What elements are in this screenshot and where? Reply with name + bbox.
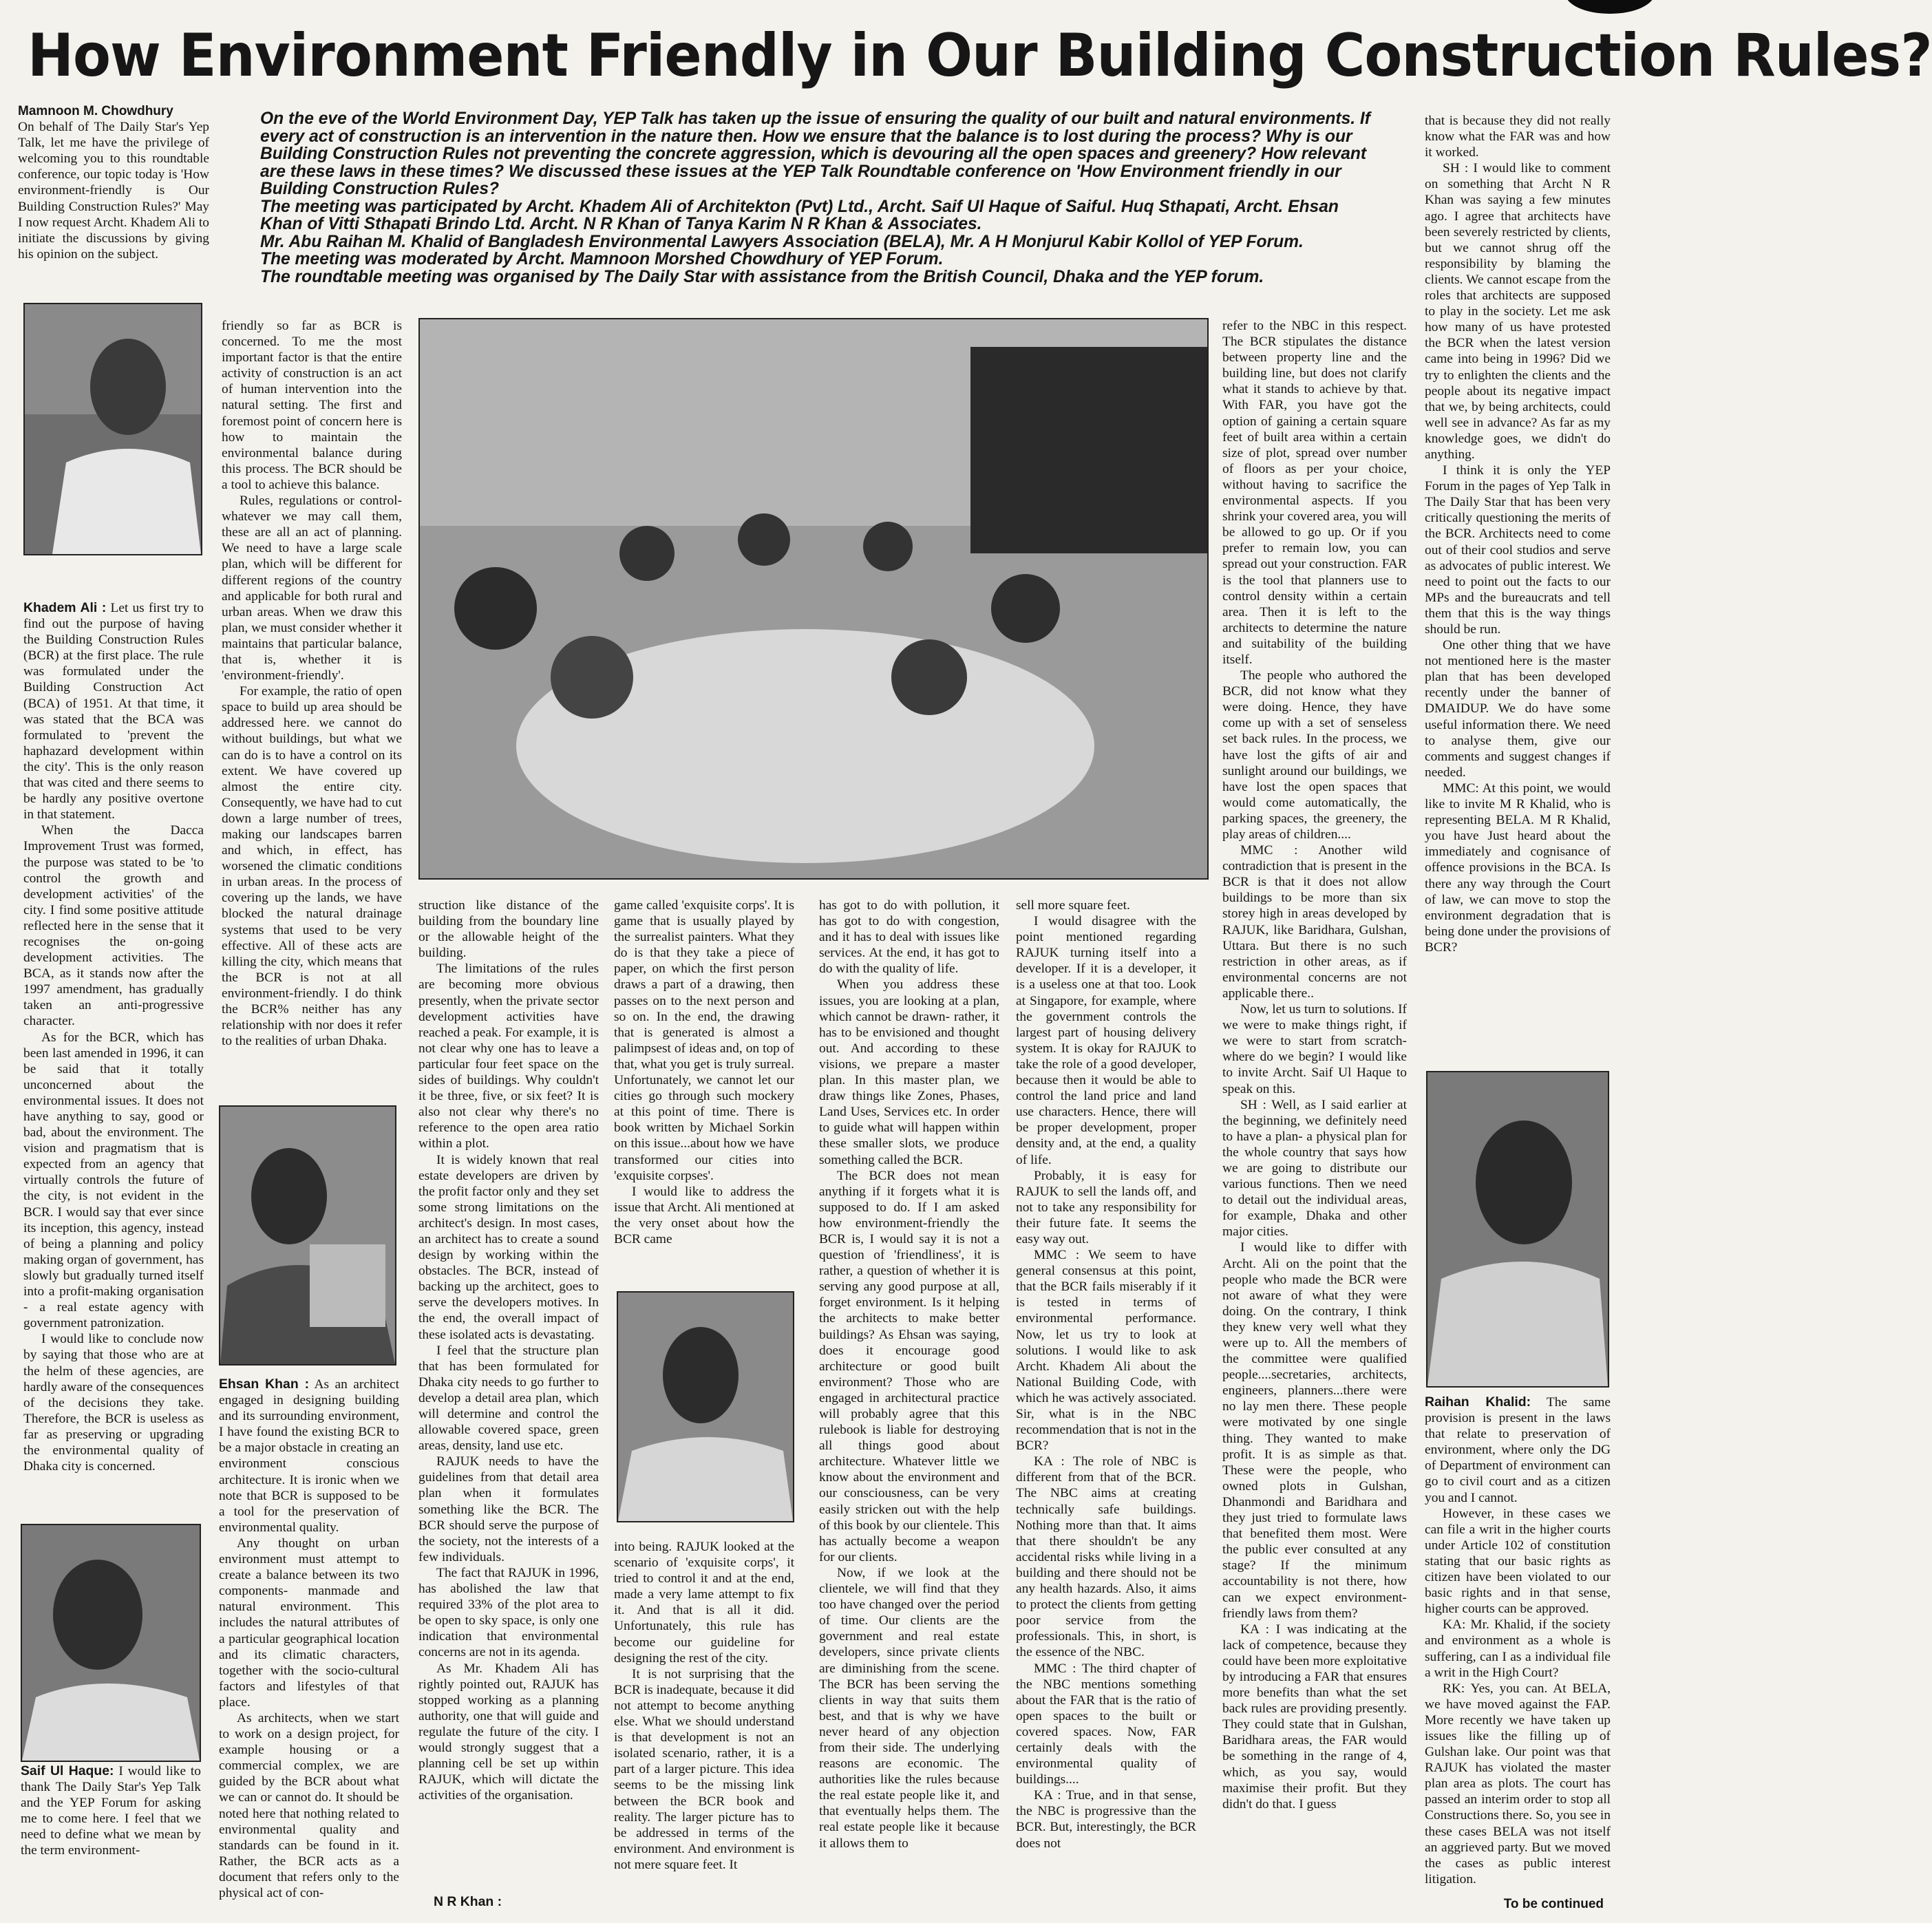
intro-text: On behalf of The Daily Star's Yep Talk, let me have the privilege of welcoming you to this roundtable conference, our topic today is 'How environment-friendly is Our Building Construction Rules?' May I now request Archt. Khadem Ali to initiate the discussions by giving his opinion on the subject.: [18, 120, 209, 262]
paragraph: game called 'exquisite corps'. It is game that is usually played by the surrealist painters. What they do is that they take a piece of paper, on which the first person draws a part of a drawing, then passes on to the next person and so on. In the end, the drawing that is generated is almost a palimpsest of ideas and, on top of that, what you get is truly surreal. Unfortunately, we cannot let our cities go through such mockery at this point of time. There is book written by Michael Sorkin on this issue...about how we have transformed our cities into 'exquisite corpses'.: [614, 898, 794, 1183]
paragraph: For example, the ratio of open space to build up area should be addressed here. we cannot do without buildings, but what we can do is to have a control on its extent. We have covered up almost the entire city. Consequently, we have had to cut down a large number of trees, making our landscapes barren and which, in effect, has worsened the climatic conditions in urban areas. In the process of covering up the lands, we have blocked the natural drainage systems that used to be very effective. All of these acts are killing the city, which means that the BCR is not at all environment-friendly. I do think the BCR% neither has any relationship with nor does it refer to the realities of urban Dhaka.: [222, 684, 402, 1049]
paragraph: When the Dacca Improvement Trust was formed, the purpose was stated to be 'to control the growth and development activities' of the city. I find some positive attitude reflected here in the sense that it recognises the on-going development activities. The BCA, as it stands now after the 1997 amendment, has gradually taken an anti-progressive character.: [23, 823, 204, 1029]
paragraph: MMC : We seem to have general consensus at this point, that the BCR fails miserably if it is tested in terms of environmental performance. Now, let us try to look at solutions. I would like to ask Archt. Khadem Ali about the National Building Code, with which he was actively associated. Sir, what is in the NBC recommendation that is not in the BCR?: [1016, 1248, 1196, 1454]
paragraph: The same provision is present in the laws that relate to preservation of environment, where only the DG of Department of environment can go to civil court and as a citizen you and I cannot.: [1425, 1395, 1611, 1505]
roundtable-photo: [418, 318, 1209, 880]
column-7: [1222, 318, 1407, 1915]
column-4b: [614, 1539, 794, 1916]
paragraph: MMC : Another wild contradiction that is present in the BCR is that it does not allow buildings to be more than six storey high in areas developed by RAJUK, like Baridhara, Gulshan, Uttara. But there is no such restriction in other areas, as if environmental concerns are not applicable there..: [1222, 843, 1407, 1001]
paragraph: sell more square feet.: [1016, 898, 1130, 913]
paragraph: I would like to address the issue that Archt. Ali mentioned at the very onset about how the BCR came: [614, 1184, 794, 1246]
paragraph: SH : I would like to comment on something that Archt N R Khan was saying a few minutes ago. I agree that architects have been severely restricted by clients, but we cannot shrug off the responsibility by blaming the clients. We cannot escape from the roles that architects are supposed to play in the society. Let me ask how many of us have protested the BCR when the latest version came into being in 1996? Did we try to enlighten the clients and the people about its negative impact that we, by being architects, could well see in advance? As far as my knowledge goes, we didn't do anything.: [1425, 161, 1611, 462]
column-8: [1425, 113, 1611, 1063]
paragraph: KA : The role of NBC is different from that of the BCR. The NBC aims at creating technically safe buildings. Nothing more than that. It aims that there shouldn't be any accidental risks while living in a building and there should not be any health hazards. Also, it aims to protect the clients from getting poor service from the professionals. This, in short, is the essence of the NBC.: [1016, 1454, 1196, 1660]
paragraph: As architects, when we start to work on a design project, for example housing or a commercial complex, we are guided by the BCR about what we can or cannot do. It should be noted here that nothing related to environmental quality and standards can be found in it. Rather, the BCR acts as a document that refers only to the physical act of con-: [219, 1710, 399, 1900]
paragraph: Rules, regulations or control- whatever we may call them, these are all an act of planning. We need to have a large scale plan, which will be different for different regions of the country and applicable for both rural and urban areas. When we draw this plan, we must consider whether it maintains that particular balance, that is, whether it is 'environment-friendly'.: [222, 493, 402, 683]
paragraph: I would disagree with the point mentioned regarding RAJUK turning itself into a developer. If it is a developer, it is a useless one at that too. Look at Singapore, for example, where the government controls the largest part of housing delivery system. It is okay for RAJUK to take the role of a good developer, because then it would be able to control the land price and land use characters. Hence, there will be proper development, proper density and, at the end, a quality of life.: [1016, 914, 1196, 1167]
headline: How Environment Friendly in Our Building Construction Rules?: [28, 21, 1932, 90]
paragraph: struction like distance of the building from the boundary line or the allowable height of the building.: [418, 898, 599, 961]
paragraph: As an architect engaged in designing building and its surrounding environment, I have found the existing BCR to be a major obstacle in creating an environment conscious architecture. It is ironic when we note that BCR is supposed to be a tool for the preservation of environmental quality.: [219, 1377, 399, 1535]
paragraph: MMC : The third chapter of the NBC mentions something about the FAR that is the ratio of open spaces to the built or covered spaces. Now, FAR certainly deals with the environmental quality of buildings....: [1016, 1661, 1196, 1787]
paragraph: As Mr. Khadem Ali has rightly pointed out, RAJUK has stopped working as a planning authority, one that will guide and regulate the future of the city. I would strongly suggest that a planning cell be set up within RAJUK, which will dictate the activities of the organisation.: [418, 1661, 599, 1803]
paragraph: friendly so far as BCR is concerned. To me the most important factor is that the entire activity of construction is an act of human intervention into the natural setting. The first and foremost point of concern here is how to maintain the environmental balance during this process. The BCR should be a tool to achieve this balance.: [222, 319, 402, 492]
speaker-label: Ehsan Khan :: [219, 1377, 310, 1392]
paragraph: One other thing that we have not mentioned here is the master plan that has been developed recently under the banner of DMAIDUP. We do have some useful information there. We need to analyse them, give our comments and suggest changes if needed.: [1425, 638, 1611, 780]
intro-column: [18, 103, 209, 297]
paragraph: I would like to thank The Daily Star's Yep Talk and the YEP Forum for asking me to come here. I feel that we need to define what we mean by the term environment-: [21, 1764, 201, 1858]
corner-blot: [1565, 0, 1655, 14]
column-1b: [21, 1763, 201, 1915]
paragraph: refer to the NBC in this respect. The BCR stipulates the distance between property line and the building line, but does not clarify what it stands to achieve by that. With FAR, you have got the option of gaining a certain square feet of built area within a certain size of plot, spread over number of floors as per your choice, without having to sacrifice the environmental aspects. If you shrink your covered area, you will be allowed to go up. Or if you prefer to remain low, you can spread out your construction. FAR is the tool that planners use to control density within a certain area. Then it is left to the architects to determine the nature and suitability of the building itself.: [1222, 319, 1407, 667]
speaker-label: N R Khan :: [434, 1894, 502, 1909]
lede-p5: The roundtable meeting was organised by The Daily Star with assistance from the British Council, Dhaka and the YEP forum.: [260, 267, 1264, 286]
paragraph: It is widely known that real estate developers are driven by the profit factor only and they set some strong limitations on the architect's design. In most cases, an architect has to create a sound design by working within the obstacles. The BCR, instead of backing up the architect, goes to serve the developers motives. In the end, the overall impact of these isolated acts is devastating.: [418, 1152, 599, 1342]
paragraph: The fact that RAJUK in 1996, has abolished the law that required 33% of the plot area to be open to sky space, is only one indication that environmental concerns are not in its agenda.: [418, 1565, 599, 1660]
paragraph: KA : I was indicating at the lack of competence, because they could have been more exploitative by introducing a FAR that ensures more benefits than what the set back rules are providing presently. They could state that in Gulshan, Baridhara areas, the FAR would be something in the range of 4, which, as you say, would maximise their profit. But they didn't do that. I guess: [1222, 1622, 1407, 1812]
portrait-nrkhan-photo: [617, 1291, 794, 1522]
lede-p4: The meeting was moderated by Archt. Mamnoon Morshed Chowdhury of YEP Forum.: [260, 250, 944, 268]
paragraph: It is not surprising that the BCR is inadequate, because it did not attempt to become anything else. What we should understand is that development is not an isolated scenario, rather, it is a part of a larger picture. This idea seems to be the missing link between the BCR book and reality. The larger picture has to be addressed in terms of the environment. And environment is not mere square feet. It: [614, 1666, 794, 1872]
paragraph: RAJUK needs to have the guidelines from that detail area plan when it formulates something like the BCR. The BCR should serve the purpose of the society, not the interests of a few individuals.: [418, 1454, 599, 1564]
portrait-raihan-photo: [1426, 1071, 1609, 1388]
column-4: [614, 897, 794, 1283]
paragraph: Now, if we look at the clientele, we will find that they too have changed over the period of time. Our clients are the government and real estate developers, since private clients are diminishing from the scene. The BCR has been serving the clients in way that suits them best, and that is why we have never heard of any objection from their side. The underlying reasons are economic. The authorities like the rules because the real estate people like it, and that eventually helps them. The real estate people like it because it allows them to: [819, 1565, 999, 1851]
portrait-ehsan-photo: [219, 1105, 396, 1366]
paragraph: Now, let us turn to solutions. If we were to make things right, if we were to start from scratch- where do we begin? I would like to invite Archt. Saif Ul Haque to speak on this.: [1222, 1002, 1407, 1096]
paragraph: Let us first try to find out the purpose of having the Building Construction Rules (BCR) at the first place. The rule was formulated under the Building Construction Act (BCA) of 1951. At that time, it was stated that the BCA was formulated to 'prevent the haphazard development within the city'. This is the only reason that was cited and there seems to be hardly any positive overtone in that statement.: [23, 601, 204, 822]
paragraph: into being. RAJUK looked at the scenario of 'exquisite corps', it tried to control it and at the end, made a very lame attempt to fix it. And that is all it did. Unfortunately, this rule has become our guideline for designing the rest of the city.: [614, 1540, 794, 1666]
byline: Mamnoon M. Chowdhury: [18, 104, 173, 118]
paragraph: When you address these issues, you are looking at a plan, which cannot be drawn- rather, it has to be envisioned and thought out. And according to these visions, we prepare a master plan. In this master plan, we draw things like Zones, Phases, Land Uses, Services etc. In order to guide what will happen within these smaller slots, we produce something called the BCR.: [819, 977, 999, 1167]
paragraph: RK: Yes, you can. At BELA, we have moved against the FAP. More recently we have taken up issues like the filling up of Gulshan lake. Our point was that RAJUK has violated the master plan area as plots. The court has passed an interim order to stop all Constructions there. So, you see in these cases BELA was not itself an aggrieved party. But we moved the cases as public interest litigation.: [1425, 1681, 1611, 1887]
speaker-label: Khadem Ali :: [23, 600, 107, 615]
paragraph: I would like to differ with Archt. Ali on the point that the people who made the BCR were not aware of what they were doing. On the contrary, I think they knew very well what they were up to. All the members of the committee were qualified people....secretaries, architects, engineers, planners...there were no lay men there. These people were motivated by one single thing. They wanted to make profit. It is as simple as that. These were the people, who owned plots in Gulshan, Dhanmondi and Baridhara and they just tried to formulate laws that benefited them most. Were the public ever consulted at any stage? If the minimum accountability is not there, how can we expect environment-friendly laws from them?: [1222, 1240, 1407, 1621]
column-2b: [219, 1377, 399, 1913]
to-be-continued: To be continued: [1503, 1897, 1604, 1911]
column-8b: [1425, 1394, 1611, 1890]
paragraph: The limitations of the rules are becoming more obvious presently, when the private sector development activities have reached a peak. For example, it is not clear why one has to leave a particular four feet space on the sides of buildings. Why couldn't it be three, five, or six feet? It is also not clear why there's no reference to the open area ratio within a plot.: [418, 961, 599, 1151]
column-5: [819, 897, 999, 1916]
paragraph: I feel that the structure plan that has been formulated for Dhaka city needs to go further to develop a detail area plan, which will determine and control the allowable covered space, green areas, density, land use etc.: [418, 1343, 599, 1454]
speaker-label: Saif Ul Haque:: [21, 1763, 114, 1778]
paragraph: Probably, it is easy for RAJUK to sell the lands off, and not to take any responsibility for their future fate. It seems the easy way out.: [1016, 1168, 1196, 1246]
paragraph: that is because they did not really know what the FAR was and how it worked.: [1425, 114, 1611, 160]
speaker-label: Raihan Khalid:: [1425, 1394, 1531, 1410]
nrkhan-label-block: [434, 1894, 599, 1915]
lede: [260, 110, 1375, 304]
column-1: [23, 600, 204, 1509]
portrait-saif-photo: [21, 1524, 201, 1762]
paragraph: I would like to conclude now by saying that those who are at the helm of these agencies, are hardly aware of the consequences of the decisions they take. Therefore, the BCR is useless as far as preserving or upgrading the environmental quality of Dhaka city is concerned.: [23, 1332, 204, 1474]
lede-p3: Mr. Abu Raihan M. Khalid of Bangladesh Environmental Lawyers Association (BELA), Mr. A H Monjurul Kabir Kollol of YEP Forum.: [260, 232, 1304, 251]
paragraph: I think it is only the YEP Forum in the pages of Yep Talk in The Daily Star that has been very critically questioning the merits of the BCR. Architects need to come out of their cool studios and serve as advocates of public interest. We need to point out the facts to our MPs and the bureaucrats and tell them that this is the way things should be run.: [1425, 463, 1611, 637]
paragraph: KA : True, and in that sense, the NBC is progressive than the BCR. But, interestingly, the BCR does not: [1016, 1788, 1196, 1851]
paragraph: As for the BCR, which has been last amended in 1996, it can be said that it totally unconcerned about the environmental issues. It does not have anything to say, good or bad, about the environment. The vision and pragmatism that is expected from an agency that virtually controls the future of the city, is not evident in the BCR. I would say that ever since its inception, this agency, instead of being a planning and policy making organ of government, has slowly but gradually turned itself into a profit-making organisation - a real estate agency with government patronization.: [23, 1030, 204, 1331]
lede-p1: On the eve of the World Environment Day, YEP Talk has taken up the issue of ensuring the quality of our built and natural environments. If every act of construction is an intervention in the nature then. How we ensure that the balance is to lost during the process? Why is our Building Construction Rules not preventing the concrete aggression, which is devouring all the open spaces and greenery? How relevant are these laws in these times? We discussed these issues at the YEP Talk Roundtable conference on 'How Environment friendly in our Building Construction Rules?: [260, 109, 1370, 198]
column-3: [418, 897, 599, 1913]
paragraph: The people who authored the BCR, did not know what they were doing. Hence, they have come up with a set of senseless set back rules. In the process, we have lost the gifts of air and sunlight around our buildings, we have lost the open spaces that would come automatically, the parking spaces, the greenery, the play areas of children....: [1222, 668, 1407, 842]
paragraph: has got to do with pollution, it has got to do with congestion, and it has to deal with issues like services. At the end, it has got to do with the quality of life.: [819, 898, 999, 977]
portrait-mamnoon-photo: [23, 303, 202, 555]
paragraph: Any thought on urban environment must attempt to create a balance between its two components- manmade and natural environment. This includes the natural attributes of a particular geographical location and its climatic characters, together with the socio-cultural factors and lifestyles of that place.: [219, 1536, 399, 1710]
paragraph: KA: Mr. Khalid, if the society and environment as a whole is suffering, can I as a individual file a writ in the High Court?: [1425, 1617, 1611, 1680]
paragraph: However, in these cases we can file a writ in the higher courts under Article 102 of constitution stating that our basic rights as citizen have been violated to our basic rights and in that sense, higher courts can be approved.: [1425, 1506, 1611, 1617]
column-6: [1016, 897, 1196, 1916]
paragraph: SH : Well, as I said earlier at the beginning, we definitely need to have a plan- a physical plan for the whole country that says how we are going to distribute our various functions. Then we need to detail out the individual areas, for example, Dhaka and other major cities.: [1222, 1097, 1407, 1240]
column-2: [222, 318, 402, 1096]
paragraph: MMC: At this point, we would like to invite M R Khalid, who is representing BELA. M R Khalid, you have Just heard about the immediately and cognisance of offence provisions in the BCA. Is there any way through the Court of law, we can move to stop the environment degradation that is being done under the provisions of BCR?: [1425, 780, 1611, 955]
paragraph: The BCR does not mean anything if it forgets what it is supposed to do. If I am asked how environment-friendly the BCR is, I would say it is not a question of 'friendliness', it is rather, a question of whether it is serving any good purpose at all, forget environment. Is it helping the architects to make better buildings? As Ehsan was saying, does it encourage good architecture or good built environment? Those who are engaged in architectural practice will probably agree that this rulebook is liable for destroying all things good about architecture. Whatever little we know about the environment and our consciousness, can be very easily stricken out with the help of this book by our clientele. This has actually become a weapon for our clients.: [819, 1168, 999, 1564]
lede-p2: The meeting was participated by Archt. Khadem Ali of Architekton (Pvt) Ltd., Archt. Saif Ul Haque of Saiful. Huq Sthapati, Archt. Ehsan Khan of Vitti Sthapati Brindo Ltd. Archt. N R Khan of Tanya Karim N R Khan & Associates.: [260, 197, 1339, 233]
